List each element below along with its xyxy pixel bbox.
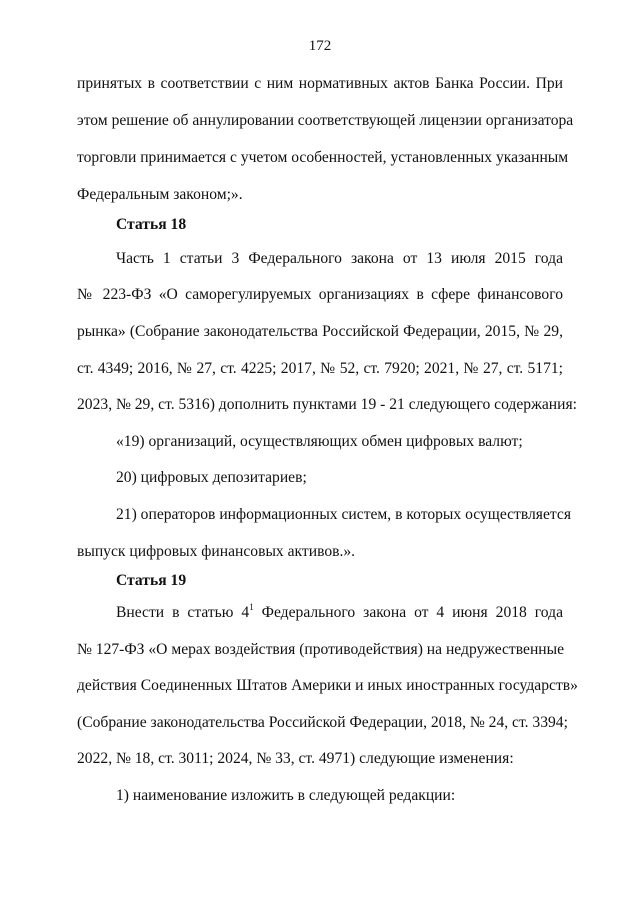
paragraph-line: № 127-ФЗ «О мерах воздействия (противодействия) на недружественные	[77, 641, 565, 658]
article-heading: Статья 18	[116, 216, 187, 233]
paragraph-line: 1) наименование изложить в следующей редакции:	[116, 787, 456, 804]
paragraph-line: 20) цифровых депозитариев;	[116, 469, 307, 486]
superscript-text: 1	[249, 602, 254, 612]
paragraph-text: Внести в статью 4	[116, 604, 250, 621]
page-number: 172	[308, 38, 332, 54]
paragraph-line: (Собрание законодательства Российской Федерации, 2018, № 24, ст. 3394;	[77, 714, 568, 731]
paragraph-line: ст. 4349; 2016, № 27, ст. 4225; 2017, № 52, ст. 7920; 2021, № 27, ст. 5171;	[77, 360, 563, 377]
paragraph-line: принятых в соответствии с ним нормативных актов Банка России. При	[77, 75, 563, 92]
paragraph-line: 2022, № 18, ст. 3011; 2024, № 33, ст. 4971) следующие изменения:	[77, 750, 514, 767]
paragraph-line: 21) операторов информационных систем, в которых осуществляется	[116, 506, 571, 523]
paragraph-line: № 223-ФЗ «О саморегулируемых организациях в сфере финансового	[77, 286, 563, 303]
paragraph-line: «19) организаций, осуществляющих обмен цифровых валют;	[116, 433, 523, 450]
paragraph-line	[116, 603, 563, 623]
paragraph-line: 2023, № 29, ст. 5316) дополнить пунктами 19 - 21 следующего содержания:	[77, 396, 577, 413]
paragraph-line: Федеральным законом;».	[77, 186, 243, 203]
article-heading: Статья 19	[116, 572, 187, 589]
paragraph-line: рынка» (Собрание законодательства Российской Федерации, 2015, № 29,	[77, 323, 563, 340]
paragraph-text: Федерального закона от 4 июня 2018 года	[253, 604, 563, 621]
paragraph-line: Часть 1 статьи 3 Федерального закона от 13 июля 2015 года	[116, 250, 563, 267]
paragraph-line: действия Соединенных Штатов Америки и иных иностранных государств»	[77, 677, 578, 694]
paragraph-line: выпуск цифровых финансовых активов.».	[77, 543, 356, 560]
paragraph-line: этом решение об аннулировании соответствующей лицензии организатора	[77, 112, 574, 129]
paragraph-line: торговли принимается с учетом особенностей, установленных указанным	[77, 149, 569, 166]
